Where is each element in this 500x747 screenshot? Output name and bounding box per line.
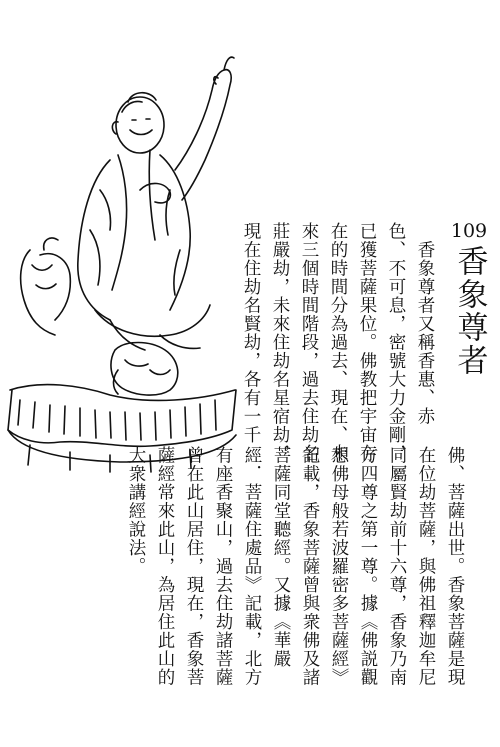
text-column: 薩經常來此山，為居住此山的 [155,446,175,687]
text-column: 想佛母般若波羅密多菩薩經》 [329,446,349,687]
text-column: 來三個時間階段，過去住劫名 [299,222,319,463]
text-column: 菩薩同堂聽經。又據《華嚴 [271,446,291,668]
text-column: 方四尊之第一尊。據《佛説觀 [358,446,378,687]
text-column: 在的時間分為過去、現在、未 [328,222,348,463]
title-block [444,222,494,377]
text-column: 香象尊者又稱香惠、赤 [415,222,435,426]
text-column: 莊嚴劫，未來住劫名星宿劫， [270,222,290,463]
text-column: 有座香聚山，過去住劫諸菩薩 [213,446,233,687]
lower-text-block [123,446,468,687]
text-column: 曾在此山居住，現在，香象菩 [184,446,204,687]
entry-number: 109 [450,220,488,242]
text-column: 記載，香象菩薩曾與衆佛及諸 [300,446,320,687]
text-column: 已獲菩薩果位。佛教把宇宙存 [357,222,377,463]
arhat-illustration [0,50,255,480]
text-column: 在位劫菩薩，與佛祖釋迦牟尼 [416,446,436,687]
text-column: 佛、菩薩出世。香象菩薩是現 [445,446,465,687]
page-title: 香象尊者 [451,245,488,377]
text-column: 同屬賢劫前十六尊，香象乃南 [387,446,407,687]
text-column: 現在住劫名賢劫，各有一千 [241,222,261,444]
text-column: 色、不可息，密號大力金剛， [386,222,406,463]
upper-text-block [238,222,438,463]
text-column: 經．菩薩住處品》記載，北方 [242,446,262,687]
text-column: 大衆講經說法。 [126,446,146,576]
